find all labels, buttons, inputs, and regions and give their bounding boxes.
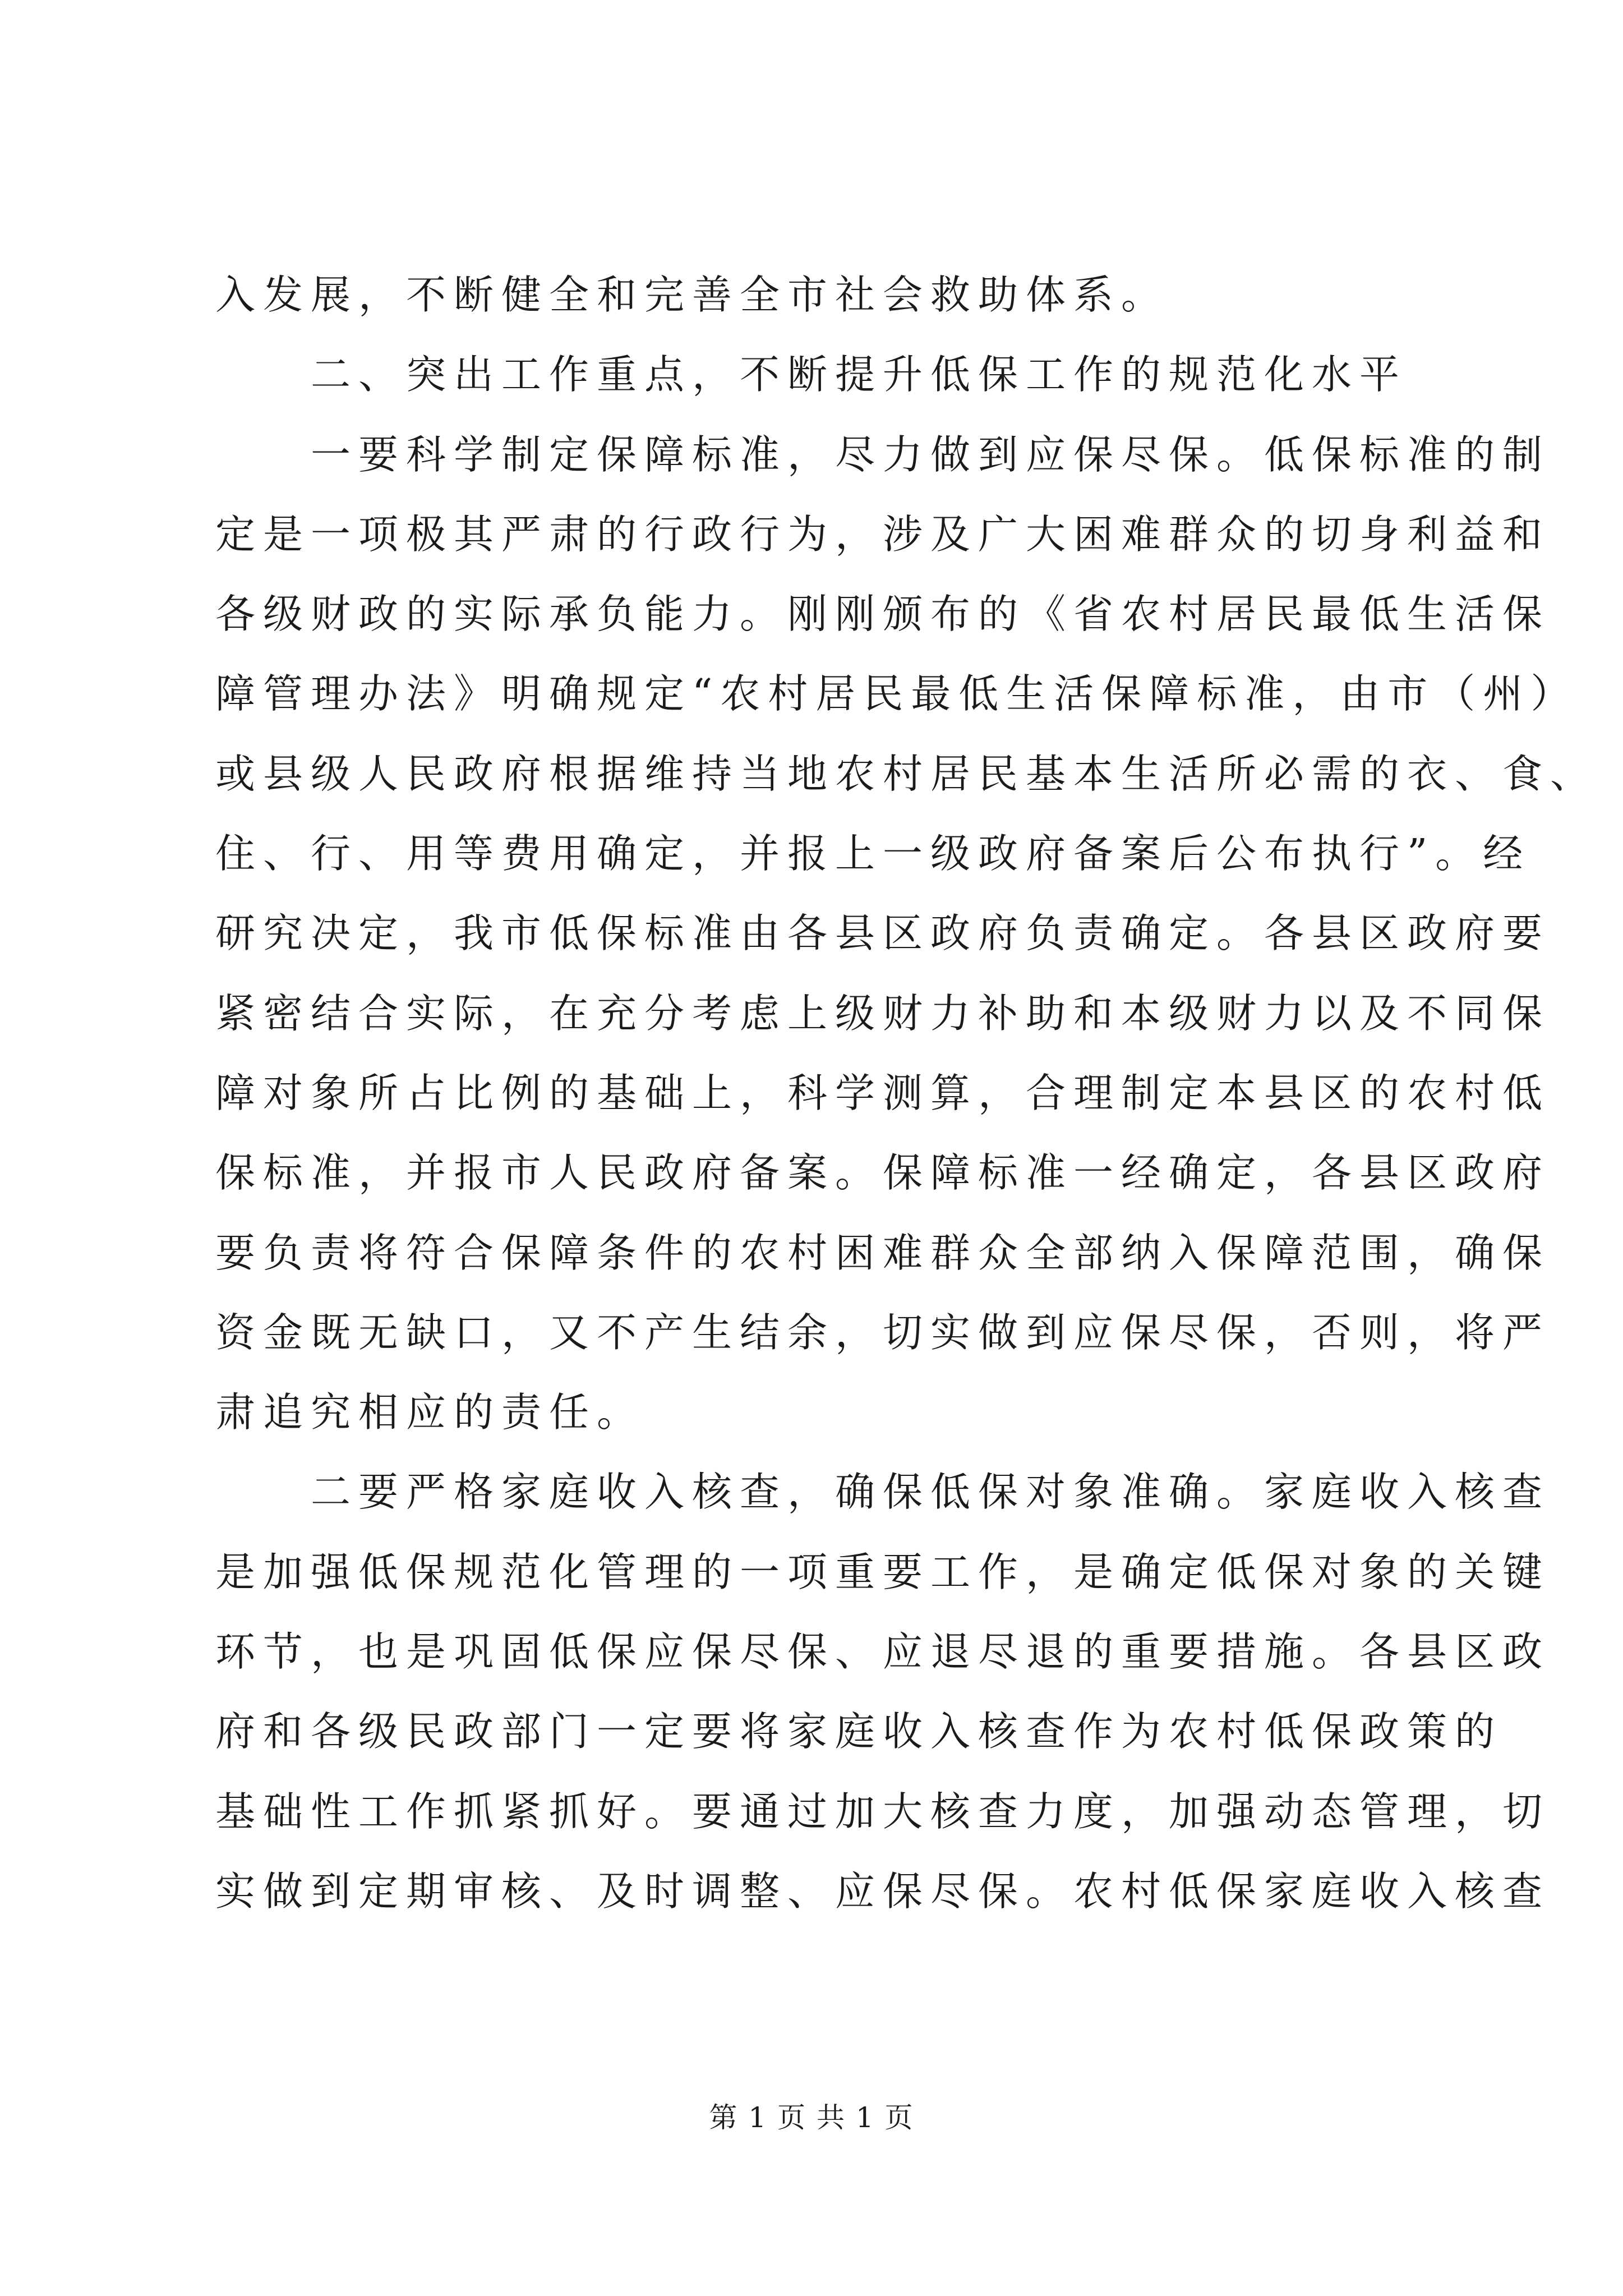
text-line: 是加强低保规范化管理的一项重要工作，是确定低保对象的关键: [215, 1548, 1551, 1595]
text-line: 入发展，不断健全和完善全市社会救助体系。: [215, 272, 1169, 318]
text-line: 要负责将符合保障条件的农村困难群众全部纳入保障范围，确保: [215, 1229, 1551, 1276]
page-footer: 第 1 页 共 1 页: [709, 2101, 914, 2134]
text-line: 二、突出工作重点，不断提升低保工作的规范化水平: [311, 351, 1408, 398]
text-line: 环节，也是巩固低保应保尽保、应退尽退的重要措施。各县区政: [215, 1628, 1551, 1676]
text-line: 障对象所占比例的基础上，科学测算，合理制定本县区的农村低: [215, 1069, 1551, 1116]
text-line: 障管理办法》明确规定“农村居民最低生活保障标准，由市（州）: [215, 670, 1579, 717]
text-line: 实做到定期审核、及时调整、应保尽保。农村低保家庭收入核查: [215, 1867, 1551, 1915]
text-line: 保标准，并报市人民政府备案。保障标准一经确定，各县区政府: [215, 1149, 1551, 1197]
text-line: 基础性工作抓紧抓好。要通过加大核查力度，加强动态管理，切: [215, 1788, 1551, 1835]
text-line: 一要科学制定保障标准，尽力做到应保尽保。低保标准的制: [311, 431, 1551, 478]
text-line: 各级财政的实际承负能力。刚刚颁布的《省农村居民最低生活保: [215, 591, 1551, 638]
text-line: 研究决定，我市低保标准由各县区政府负责确定。各县区政府要: [215, 910, 1551, 957]
text-line: 资金既无缺口，又不产生结余，切实做到应保尽保，否则，将严: [215, 1309, 1551, 1356]
text-line: 府和各级民政部门一定要将家庭收入核查作为农村低保政策的: [215, 1708, 1503, 1755]
document-body: [215, 255, 1598, 1931]
text-line: 二要严格家庭收入核查，确保低保对象准确。家庭收入核查: [311, 1469, 1551, 1516]
text-line: 或县级人民政府根据维持当地农村居民基本生活所必需的衣、食、: [215, 750, 1598, 797]
text-line: 住、行、用等费用确定，并报上一级政府备案后公布执行”。经: [215, 830, 1531, 877]
text-line: 紧密结合实际，在充分考虑上级财力补助和本级财力以及不同保: [215, 990, 1551, 1037]
text-line: 定是一项极其严肃的行政行为，涉及广大困难群众的切身利益和: [215, 510, 1551, 558]
text-line: 肃追究相应的责任。: [215, 1389, 645, 1436]
